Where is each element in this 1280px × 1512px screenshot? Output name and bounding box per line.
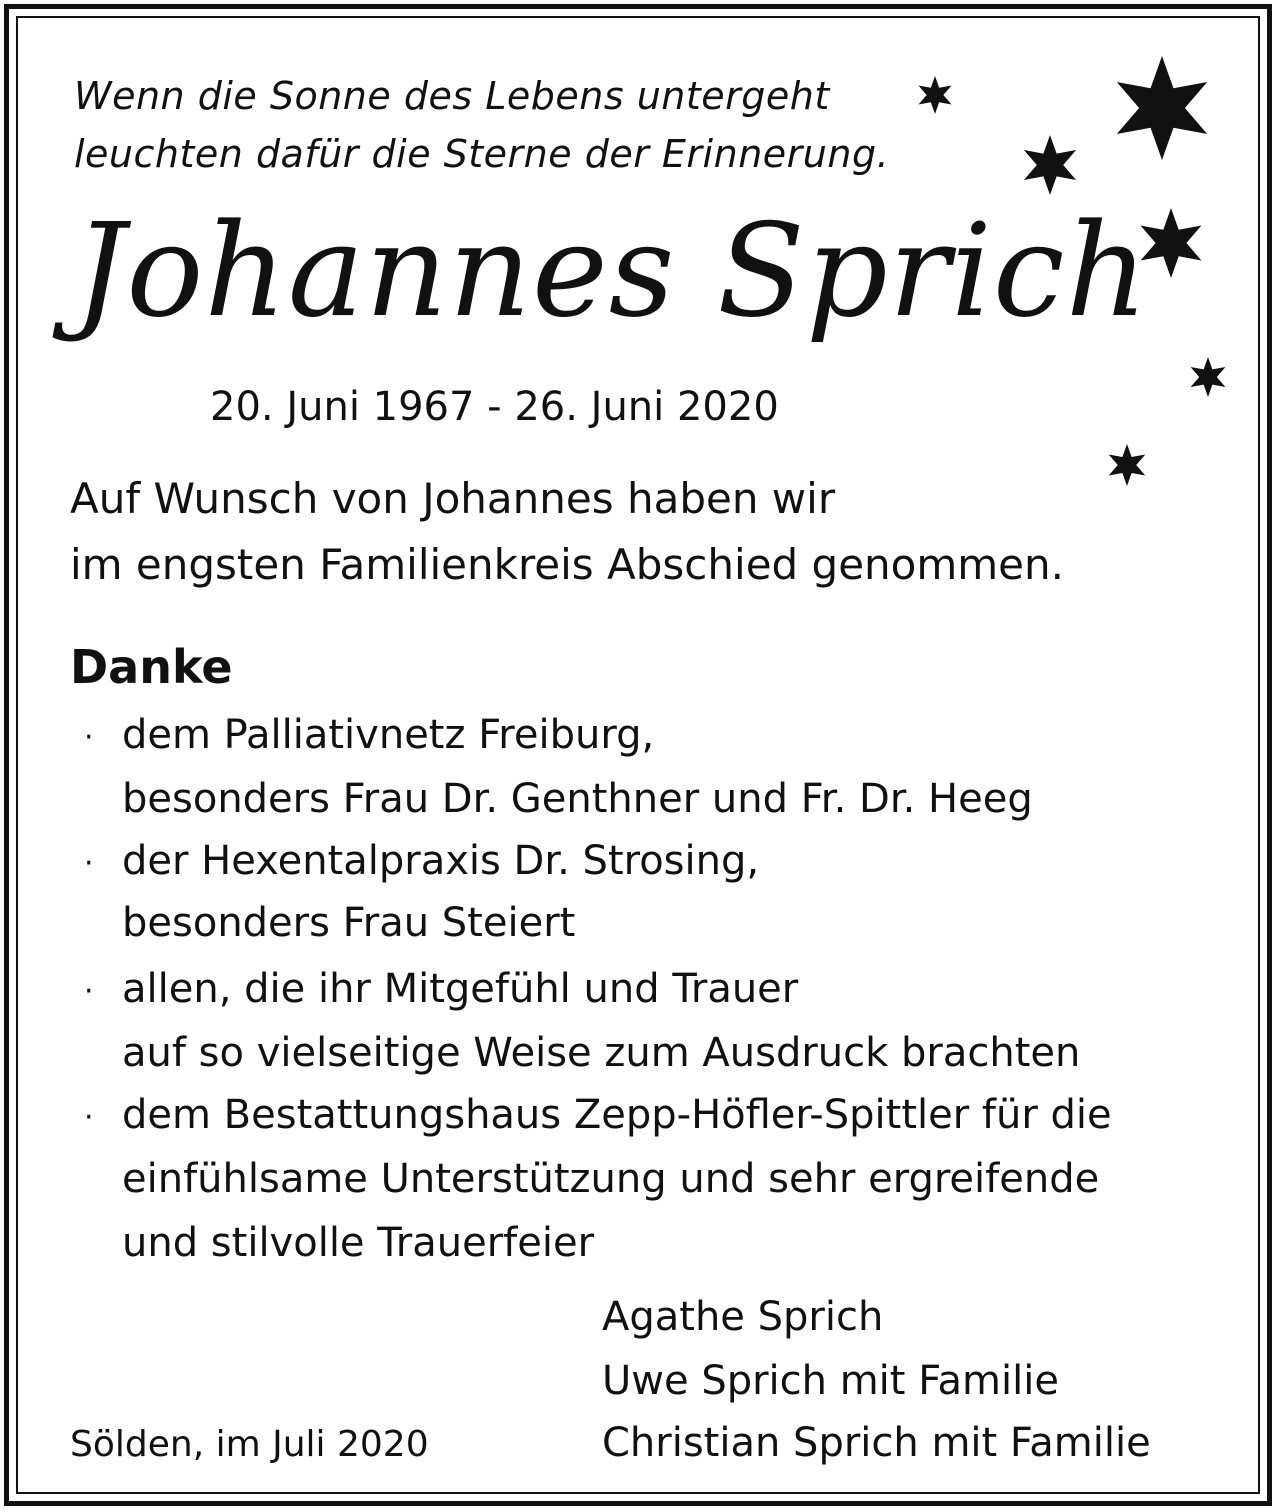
thanks-item-4-line-3: und stilvolle Trauerfeier	[122, 1220, 595, 1266]
thanks-heading: Danke	[70, 640, 233, 694]
thanks-item-4-line-1: dem Bestattungshaus Zepp-Höfler-Spittler für die	[122, 1092, 1112, 1138]
place-and-date: Sölden, im Juli 2020	[70, 1424, 429, 1465]
list-bullet: ·	[84, 846, 94, 881]
life-dates: 20. Juni 1967 - 26. Juni 2020	[210, 384, 779, 430]
thanks-item-1-line-1: dem Palliativnetz Freiburg,	[122, 712, 655, 758]
star-icon	[1020, 134, 1080, 196]
star-icon	[1110, 52, 1214, 164]
signature-2: Uwe Sprich mit Familie	[602, 1358, 1059, 1404]
intro-line-2: im engsten Familienkreis Abschied genommen.	[70, 540, 1064, 589]
thanks-item-1-line-2: besonders Frau Dr. Genthner und Fr. Dr. Heeg	[122, 776, 1033, 822]
deceased-name: Johannes Sprich	[74, 197, 1149, 346]
signature-1: Agathe Sprich	[602, 1294, 884, 1340]
thanks-item-2-line-1: der Hexentalpraxis Dr. Strosing,	[122, 838, 760, 884]
signature-3: Christian Sprich mit Familie	[602, 1420, 1151, 1466]
thanks-item-3-line-1: allen, die ihr Mitgefühl und Trauer	[122, 966, 799, 1012]
list-bullet: ·	[84, 1100, 94, 1135]
list-bullet: ·	[84, 974, 94, 1009]
motto-line-2: leuchten dafür die Sterne der Erinnerung.	[74, 132, 890, 176]
list-bullet: ·	[84, 720, 94, 755]
star-icon	[1106, 444, 1148, 486]
star-icon	[1188, 356, 1228, 398]
intro-line-1: Auf Wunsch von Johannes haben wir	[70, 474, 836, 523]
star-icon	[916, 76, 954, 114]
thanks-item-3-line-2: auf so vielseitige Weise zum Ausdruck brachten	[122, 1030, 1081, 1076]
thanks-item-4-line-2: einfühlsame Unterstützung und sehr ergreifende	[122, 1156, 1100, 1202]
thanks-item-2-line-2: besonders Frau Steiert	[122, 900, 576, 946]
motto-line-1: Wenn die Sonne des Lebens untergeht	[74, 74, 830, 118]
